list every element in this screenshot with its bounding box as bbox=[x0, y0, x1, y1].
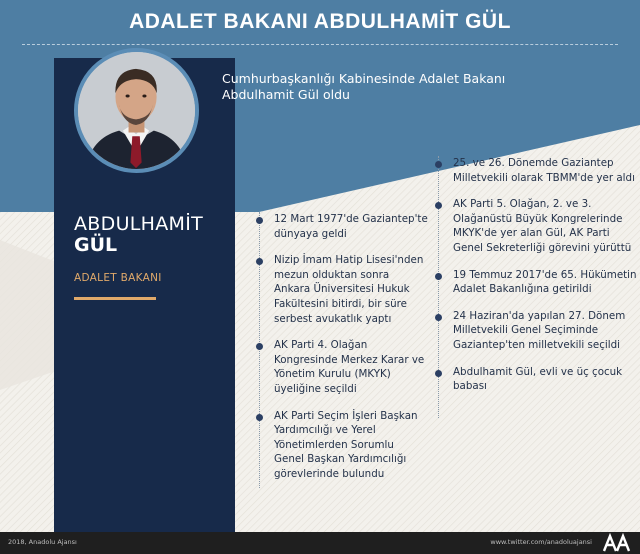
timeline-item-line: dünyaya geldi bbox=[274, 227, 347, 240]
subtitle bbox=[222, 71, 552, 103]
timeline-item-text bbox=[453, 309, 637, 353]
timeline-item-line: Gaziantep'ten milletvekili seçildi bbox=[453, 338, 621, 351]
timeline-item-line: üyeliğine seçildi bbox=[274, 382, 357, 395]
timeline-item-text bbox=[453, 197, 637, 255]
timeline-dot-icon bbox=[435, 273, 442, 280]
timeline-item-text bbox=[274, 409, 428, 482]
timeline-item-line: Nizip İmam Hatip Lisesi'nden bbox=[274, 254, 424, 267]
timeline-item-line: Milletvekili Genel Seçiminde bbox=[453, 324, 599, 337]
timeline-item-text bbox=[274, 338, 428, 396]
timeline-item-line: Yardımcılığı ve Yerel bbox=[274, 424, 376, 437]
timeline-item-line: görevlerinde bulundu bbox=[274, 467, 385, 480]
timeline-item bbox=[438, 365, 637, 394]
timeline-dot-icon bbox=[256, 258, 263, 265]
footer-copyright: 2018, Anadolu Ajansı bbox=[8, 538, 77, 546]
timeline-item-line: serbest avukatlık yaptı bbox=[274, 312, 392, 325]
timeline-left bbox=[259, 212, 428, 488]
aa-logo-icon bbox=[602, 533, 632, 553]
timeline-item-text bbox=[453, 268, 637, 297]
timeline-item-line: Genel Başkan Yardımcılığı bbox=[274, 453, 407, 466]
avatar bbox=[74, 48, 199, 173]
timeline-item-line: Yönetimlerden Sorumlu bbox=[274, 438, 394, 451]
timeline-item-line: Ankara Üniversitesi Hukuk bbox=[274, 283, 410, 296]
timeline-item-line: 25. ve 26. Dönemde Gaziantep bbox=[453, 157, 614, 169]
timeline-item-line: Milletvekili olarak TBMM'de yer aldı bbox=[453, 171, 635, 184]
timeline-dot-icon bbox=[256, 343, 263, 350]
title-divider bbox=[22, 44, 618, 45]
page-title: ADALET BAKANI ABDULHAMİT GÜL bbox=[129, 10, 511, 33]
timeline-item-text bbox=[453, 156, 637, 185]
timeline-item-line: babası bbox=[453, 380, 487, 393]
timeline-item-line: MKYK'de yer alan Gül, AK Parti bbox=[453, 227, 610, 240]
timeline-item bbox=[438, 268, 637, 297]
first-name: ABDULHAMİT bbox=[74, 213, 204, 235]
timeline-dot-icon bbox=[435, 314, 442, 321]
timeline-dot-icon bbox=[256, 217, 263, 224]
timeline-item-line: Yönetim Kurulu (MKYK) bbox=[274, 368, 391, 381]
person-name bbox=[74, 214, 234, 256]
timeline-item-line: Abdulhamit Gül, evli ve üç çocuk bbox=[453, 365, 623, 378]
timeline-dot-icon bbox=[435, 161, 442, 168]
timeline-item-line: mezun olduktan sonra bbox=[274, 268, 390, 281]
timeline-item-line: AK Parti Seçim İşleri Başkan bbox=[274, 409, 418, 422]
timeline-item-line: 12 Mart 1977'de Gaziantep'te bbox=[274, 213, 428, 225]
timeline-item-text bbox=[274, 212, 428, 241]
timeline-item bbox=[438, 197, 637, 255]
timeline-item-line: Olağanüstü Büyük Kongrelerinde bbox=[453, 212, 623, 225]
footer-bar bbox=[0, 532, 640, 554]
timeline-item-line: Genel Sekreterliği görevini yürüttü bbox=[453, 241, 632, 254]
timeline-item-text bbox=[453, 365, 637, 394]
timeline-item-line: AK Parti 5. Olağan, 2. ve 3. bbox=[453, 198, 592, 211]
subtitle-line-1: Cumhurbaşkanlığı Kabinesinde Adalet Bakanı bbox=[222, 71, 506, 86]
portrait-illustration bbox=[78, 52, 195, 169]
timeline-item bbox=[259, 409, 428, 482]
timeline-item bbox=[438, 309, 637, 353]
timeline-item-line: Adalet Bakanlığına getirildi bbox=[453, 283, 592, 296]
timeline-item-line: Kongresinde Merkez Karar ve bbox=[274, 353, 425, 366]
timeline-item bbox=[438, 156, 637, 185]
timeline-item-text bbox=[274, 253, 428, 326]
timeline-item bbox=[259, 253, 428, 326]
footer-social-link[interactable]: www.twitter.com/anadoluajansi bbox=[490, 538, 592, 546]
timeline-item-line: AK Parti 4. Olağan bbox=[274, 339, 368, 352]
person-role: ADALET BAKANI bbox=[74, 272, 162, 284]
role-underline bbox=[74, 297, 156, 300]
last-name: GÜL bbox=[74, 234, 118, 256]
subtitle-line-2: Abdulhamit Gül oldu bbox=[222, 87, 350, 102]
timeline-item-line: 19 Temmuz 2017'de 65. Hükümetin bbox=[453, 268, 637, 281]
timeline-item bbox=[259, 212, 428, 241]
timeline-item bbox=[259, 338, 428, 396]
timeline-dot-icon bbox=[435, 370, 442, 377]
timeline-item-line: 24 Haziran'da yapılan 27. Dönem bbox=[453, 309, 626, 322]
timeline-dot-icon bbox=[435, 202, 442, 209]
timeline-item-line: Fakültesini bitirdi, bir süre bbox=[274, 297, 408, 310]
timeline-dot-icon bbox=[256, 414, 263, 421]
timeline-right bbox=[438, 156, 637, 418]
